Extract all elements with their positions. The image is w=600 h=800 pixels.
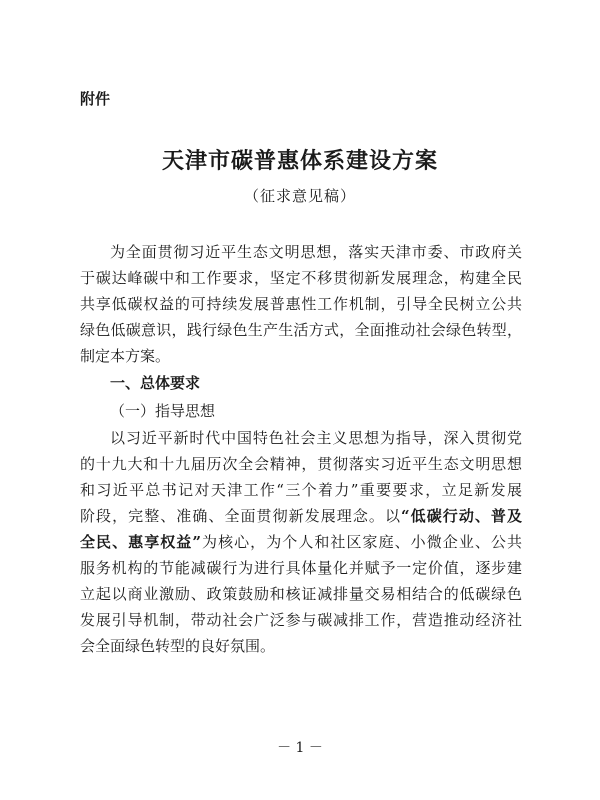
section-heading-general-requirements: 一、总体要求	[110, 374, 201, 392]
guiding-line-4-bold: “低碳行动、普及	[401, 507, 522, 525]
page-number: － 1 －	[277, 740, 323, 756]
guiding-line-3: 和习近平总书记对天津工作“三个着力”重要要求，立足新发展	[80, 481, 522, 499]
guiding-line-4	[80, 503, 522, 529]
guiding-line-5	[80, 529, 522, 555]
guiding-line-1: 以习近平新时代中国特色社会主义思想为指导，深入贯彻党	[110, 429, 522, 447]
subsection-heading-guiding-ideology: （一）指导思想	[110, 402, 216, 420]
guiding-line-9: 会全面绿色转型的良好氛围。	[80, 637, 276, 655]
guiding-line-2: 的十九大和十九届历次全会精神，贯彻落实习近平生态文明思想	[80, 455, 522, 473]
intro-line-2: 于碳达峰碳中和工作要求，坚定不移贯彻新发展理念，构建全民	[80, 269, 522, 287]
guiding-line-5-text: 为核心，为个人和社区家庭、小微企业、公共	[200, 533, 522, 551]
document-title: 天津市碳普惠体系建设方案	[161, 148, 438, 174]
guiding-line-7: 立起以商业激励、政策鼓励和核证减排量交易相结合的低碳绿色	[80, 585, 522, 603]
document-body	[80, 239, 522, 659]
guiding-line-4-text: 阶段，完整、准确、全面贯彻新发展理念。以	[80, 507, 401, 525]
intro-line-1: 为全面贯彻习近平生态文明思想，落实天津市委、市政府关	[110, 243, 522, 261]
guiding-line-5-bold: 全民、惠享权益”	[80, 533, 201, 551]
intro-line-5: 制定本方案。	[80, 347, 171, 365]
attachment-label: 附件	[80, 90, 111, 108]
guiding-line-6: 服务机构的节能减碳行为进行具体量化并赋予一定价值，逐步建	[80, 559, 522, 577]
guiding-line-8: 发展引导机制，带动社会广泛参与碳减排工作，营造推动经济社	[80, 611, 522, 629]
intro-line-3: 共享低碳权益的可持续发展普惠性工作机制，引导全民树立公共	[80, 295, 522, 313]
intro-line-4: 绿色低碳意识，践行绿色生产生活方式，全面推动社会绿色转型，	[80, 321, 522, 339]
document-subtitle: （征求意见稿）	[243, 187, 356, 205]
